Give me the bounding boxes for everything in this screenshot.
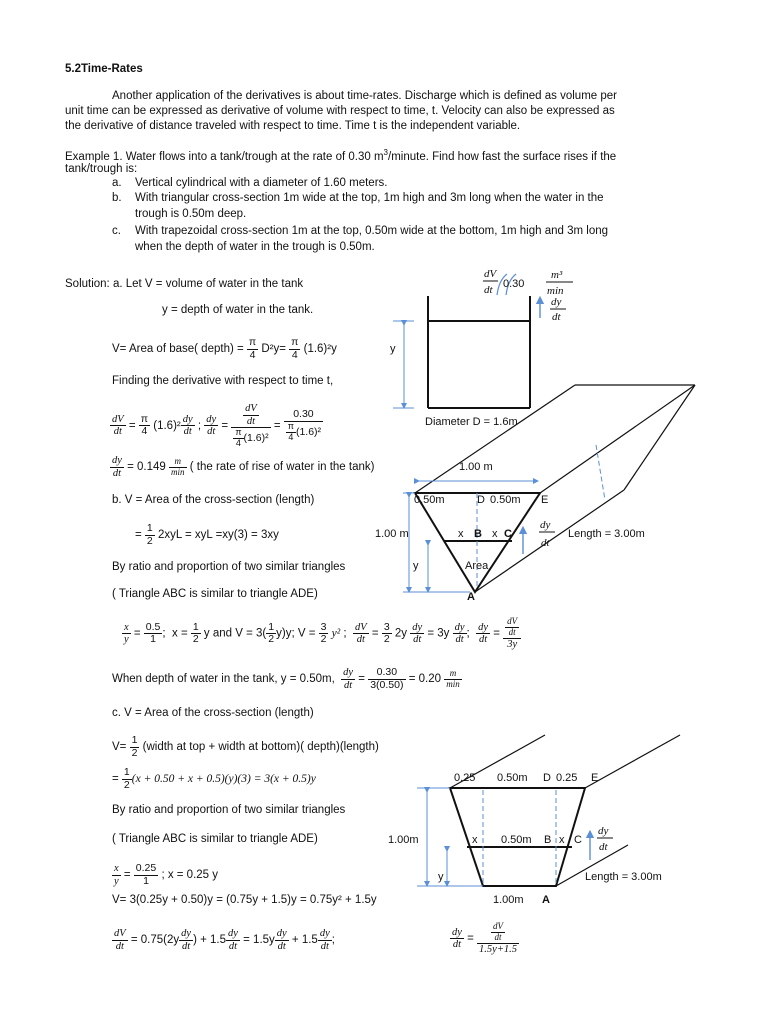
dydt-frac-d: $\frac{dy}{dt}$ bbox=[412, 621, 423, 646]
dydt-frac-h: $\frac{dy}{dt}$ bbox=[181, 928, 192, 952]
item-c-text-1: With trapezoidal cross-section 1m at the top, 0.50m wide at the bottom, 1m high and 3m long bbox=[135, 225, 609, 237]
trap-B-label: B bbox=[544, 834, 552, 846]
dydt-label-c bbox=[597, 825, 613, 853]
pi-over-4-c: $\frac{\pi}{4}$ bbox=[140, 412, 149, 438]
solve-frac-2: 0.30 $\frac{\pi}{4}$ (1.6)² bbox=[284, 409, 323, 442]
item-a-text: Vertical cylindrical with a diameter of 1.60 meters. bbox=[135, 177, 388, 189]
trough-B-label: B bbox=[474, 528, 482, 540]
trough-length-label: Length = 3.00m bbox=[568, 528, 645, 540]
example-line-2: tank/trough is: bbox=[65, 163, 138, 175]
trough-height-label: 1.00 m bbox=[375, 528, 409, 540]
section-heading: 5.2Time-Rates bbox=[65, 63, 143, 75]
half-frac-b3: $\frac{1}{2}$ bbox=[268, 620, 275, 646]
svg-text:dt: dt bbox=[552, 311, 561, 323]
part-b-equations: $\frac{x}{y}$ = $\frac{0.5}{1}$ ; x = $\frac{1}{2}$ y and V = 3( $\frac{1}{2}$ y)y; V = $\frac{3}{2}$ y² ; $\frac{dV}{dt}$ = $\frac{3}{2}$ 2y $\frac{dy}{dt}$ = 3y $\frac{dy}{dt}$ ; $\frac{dy}{dt}$ = $\frac{\frac{dV}{dt}}{3y}$ bbox=[122, 617, 521, 650]
dydt-frac-l: $\frac{dy}{dt}$ bbox=[452, 926, 462, 951]
solution-a-line-1: Solution: a. Let V = volume of water in the tank bbox=[65, 278, 304, 290]
half-frac-b2: $\frac{1}{2}$ bbox=[192, 620, 199, 646]
trap-025-left: 0.25 bbox=[454, 772, 476, 784]
x-over-y: $\frac{x}{y}$ bbox=[124, 621, 129, 646]
part-c-x-eq: $\frac{x}{y}$ = $\frac{0.25}{1}$ ; x = 0.25 y bbox=[114, 862, 219, 887]
trap-y-label: y bbox=[438, 871, 444, 883]
frac-05-1: $\frac{0.5}{1}$ bbox=[145, 620, 161, 646]
svg-text:0.30: 0.30 bbox=[503, 278, 525, 290]
solution-a-line-2: y = depth of water in the tank. bbox=[162, 304, 314, 316]
part-c-v-line: V= 3(0.25y + 0.50)y = (0.75y + 1.5)y = 0.75y² + 1.5y bbox=[112, 894, 377, 906]
part-b-line-2: = $\frac{1}{2}$ 2xyL = xyL =xy(3) = 3xy bbox=[135, 522, 279, 547]
half-frac-c: $\frac{1}{2}$ bbox=[131, 734, 138, 759]
half-frac-b: $\frac{1}{2}$ bbox=[146, 522, 153, 547]
derivative-equation-a: $\frac{dV}{dt}$ = $\frac{\pi}{4}$ (1.6)² $\frac{dy}{dt}$ ; $\frac{dy}{dt}$ = $\frac{dV}{dt}$ $\frac{\pi}{4}$ (1.6)² = 0.30 $\frac{\pi}{4}$ (1.6)² bbox=[112, 403, 322, 448]
item-c-marker: c. bbox=[112, 225, 121, 237]
svg-text:dt: dt bbox=[541, 537, 550, 549]
trough-C-label: C bbox=[504, 528, 512, 540]
part-b-line-1: b. V = Area of the cross-section (length) bbox=[112, 494, 315, 506]
trough-half-left: 0.50m bbox=[414, 494, 445, 506]
trough-x2: x bbox=[492, 528, 498, 540]
item-a-marker: a. bbox=[112, 177, 122, 189]
part-c-line-3: = $\frac{1}{2}$ (x + 0.50 + x + 0.5)(y)(3) = 3(x + 0.5)y bbox=[112, 766, 316, 791]
dydt-frac-k: $\frac{dy}{dt}$ bbox=[319, 928, 330, 952]
part-c-line-2: V= $\frac{1}{2}$ (width at top + width at bottom)( depth)(length) bbox=[112, 734, 379, 759]
va-text-2: D²y= bbox=[261, 343, 290, 356]
dydt-frac-e: $\frac{dy}{dt}$ bbox=[454, 621, 465, 646]
trough-E-label: E bbox=[541, 494, 549, 506]
part-b-similar: ( Triangle ABC is similar to triangle ADE) bbox=[112, 588, 318, 600]
item-b-marker: b. bbox=[112, 192, 122, 204]
dvdt-over-3y: $\frac{\frac{dV}{dt}}{3y}$ bbox=[503, 617, 521, 650]
dvdt-frac-b: $\frac{dV}{dt}$ bbox=[355, 621, 367, 646]
svg-text:dy: dy bbox=[540, 519, 551, 531]
trough-top-label: 1.00 m bbox=[459, 461, 493, 473]
rate-result-a: $\frac{dy}{dt}$ = 0.149 $\frac{m}{\min}$ ( the rate of rise of water in the tank) bbox=[112, 455, 375, 479]
trap-bottom-label: 1.00m bbox=[493, 894, 524, 906]
part-b-ratio: By ratio and proportion of two similar triangles bbox=[112, 561, 346, 573]
dydt-frac-c: $\frac{dy}{dt}$ bbox=[112, 455, 122, 479]
solve-frac-1: $\frac{dV}{dt}$ $\frac{\pi}{4}$ (1.6)² bbox=[231, 403, 270, 449]
dvdt-over-15y: $\frac{\frac{dV}{dt}}{1.5y+1.5}$ bbox=[479, 921, 518, 955]
svg-text:m³: m³ bbox=[551, 269, 563, 281]
part-c-final: $\frac{dV}{dt}$ = 0.75(2y $\frac{dy}{dt}$ ) + 1.5 $\frac{dy}{dt}$ = 1.5y $\frac{dy}{dt}$ + 1.5 $\frac{dy}{dt}$ ; bbox=[114, 928, 335, 952]
x-over-y-c: $\frac{x}{y}$ bbox=[114, 863, 119, 887]
tank-y-label: y bbox=[390, 343, 396, 355]
svg-text:dy: dy bbox=[551, 296, 562, 308]
tank-diameter-label: Diameter D = 1.6m bbox=[425, 416, 518, 428]
unit-m-min-b: $\frac{m}{\min}$ bbox=[446, 667, 460, 689]
item-b-text-1: With triangular cross-section 1m wide at the top, 1m high and 3m long when the water in the bbox=[135, 192, 604, 204]
frac-025-1: $\frac{0.25}{1}$ bbox=[135, 862, 157, 887]
svg-text:min: min bbox=[547, 285, 564, 297]
svg-text:dV: dV bbox=[484, 268, 497, 280]
item-c-text-2: when the depth of water in the trough is 0.50m. bbox=[135, 241, 375, 253]
part-c-ratio: By ratio and proportion of two similar triangles bbox=[112, 804, 346, 816]
trough-x1: x bbox=[458, 528, 464, 540]
trap-length-label: Length = 3.00m bbox=[585, 871, 662, 883]
dydt-frac-i: $\frac{dy}{dt}$ bbox=[228, 928, 238, 952]
pi-over-4-a: $\frac{\pi}{4}$ bbox=[248, 336, 257, 361]
trap-A-label: A bbox=[542, 894, 550, 906]
trough-area-label: Area bbox=[465, 560, 489, 572]
va-text-1: V= Area of base( depth) = bbox=[112, 343, 247, 356]
svg-text:dy: dy bbox=[598, 825, 609, 837]
trap-prism-outline bbox=[450, 735, 680, 886]
svg-text:dt: dt bbox=[599, 841, 608, 853]
three-halves-b: $\frac{3}{2}$ bbox=[383, 620, 390, 646]
intro-line-2: unit time can be expressed as derivative of volume with respect to time, t. Velocity can also be expressed as bbox=[65, 105, 615, 117]
unit-m-min: $\frac{m}{\min}$ bbox=[171, 455, 185, 477]
trap-x1: x bbox=[472, 834, 478, 846]
example-text-b: /minute. Find how fast the surface rises if the bbox=[388, 150, 617, 163]
svg-text:dt: dt bbox=[484, 284, 493, 296]
trap-050-top: 0.50m bbox=[497, 772, 528, 784]
trough-D-label: D bbox=[477, 494, 485, 506]
dydt-frac-a: $\frac{dy}{dt}$ bbox=[182, 413, 193, 438]
intro-line-3: the derivative of distance traveled with respect to time. Time t is the independent variable. bbox=[65, 120, 521, 132]
three-halves: $\frac{3}{2}$ bbox=[320, 620, 327, 646]
finding-derivative: Finding the derivative with respect to time t, bbox=[112, 375, 334, 387]
part-c-final-solve: $\frac{dy}{dt}$ = $\frac{\frac{dV}{dt}}{1.5y+1.5}$ bbox=[452, 921, 518, 955]
dydt-frac-b: $\frac{dy}{dt}$ bbox=[206, 413, 217, 438]
frac-030-3: $\frac{0.30}{3(0.50)}$ bbox=[370, 666, 404, 691]
trap-025-right: 0.25 bbox=[556, 772, 578, 784]
part-c-similar: ( Triangle ABC is similar to triangle ADE) bbox=[112, 833, 318, 845]
part-b-when: When depth of water in the tank, y = 0.50m, $\frac{dy}{dt}$ = $\frac{0.30}{3(0.50)}$ = 0.20 $\frac{m}{\min}$ bbox=[112, 666, 460, 691]
item-b-text-2: trough is 0.50m deep. bbox=[135, 208, 247, 220]
example-text-a: Example 1. Water flows into a tank/trough at the rate of 0.30 m bbox=[65, 150, 384, 163]
trough-half-right: 0.50m bbox=[490, 494, 521, 506]
dvdt-frac-c: $\frac{dV}{dt}$ bbox=[114, 928, 126, 952]
half-frac-c2: $\frac{1}{2}$ bbox=[123, 766, 130, 791]
trough-A-label: A bbox=[467, 591, 475, 603]
dvdt-frac: $\frac{dV}{dt}$ bbox=[112, 413, 124, 438]
example-sup: 3 bbox=[383, 148, 388, 157]
trap-C-label: C bbox=[574, 834, 582, 846]
dydt-frac-j: $\frac{dy}{dt}$ bbox=[276, 928, 287, 952]
trough-y-label: y bbox=[413, 560, 419, 572]
pi-over-4-b: $\frac{\pi}{4}$ bbox=[291, 336, 299, 361]
part-c-line-1: c. V = Area of the cross-section (length) bbox=[112, 707, 314, 719]
trap-D-label: D bbox=[543, 772, 551, 784]
dydt-frac-f: $\frac{dy}{dt}$ bbox=[478, 621, 489, 646]
dydt-frac-g: $\frac{dy}{dt}$ bbox=[343, 667, 354, 691]
trap-x2: x bbox=[559, 834, 565, 846]
intro-line-1: Another application of the derivatives is about time-rates. Discharge which is defined as volume per bbox=[112, 90, 617, 102]
trap-E-label: E bbox=[591, 772, 599, 784]
trap-bottom-mid: 0.50m bbox=[501, 834, 532, 846]
trap-height-label: 1.00m bbox=[388, 834, 419, 846]
va-text-3: (1.6)²y bbox=[303, 343, 337, 356]
